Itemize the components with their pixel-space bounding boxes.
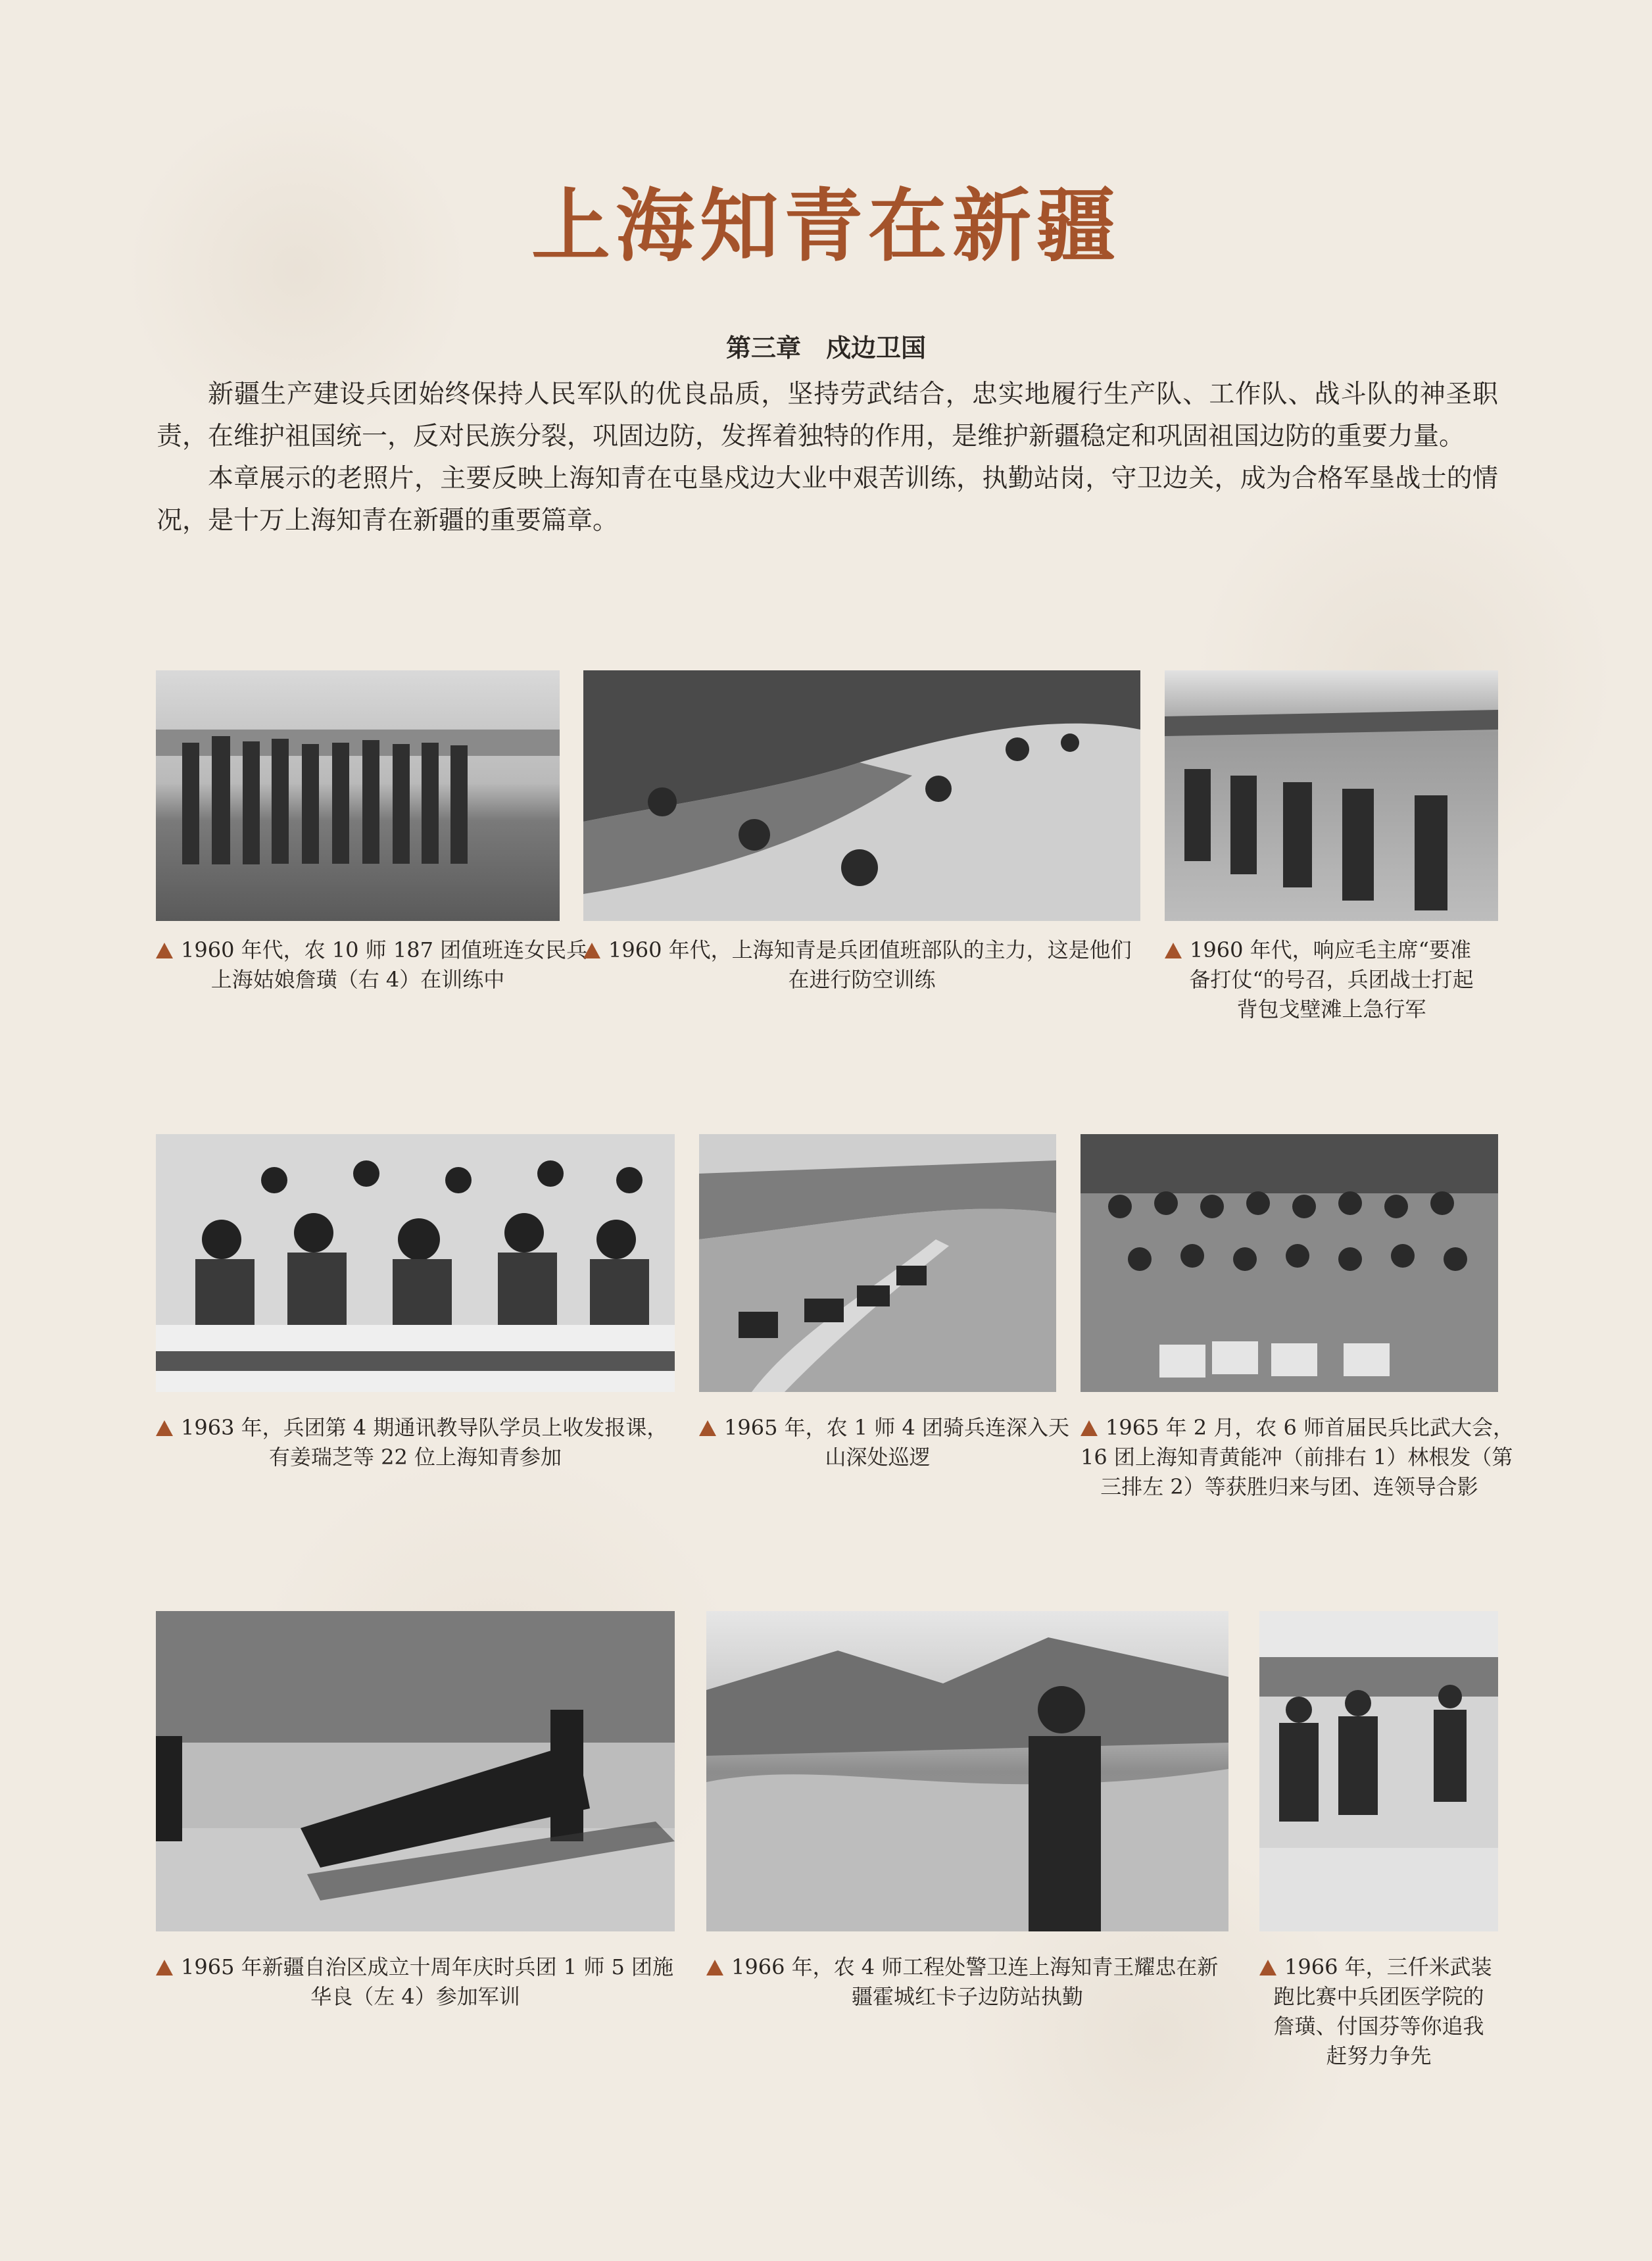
caption-marker-icon xyxy=(156,1420,173,1436)
caption-5: 1965 年，农 1 师 4 团骑兵连深入天 山深处巡逻 xyxy=(699,1413,1056,1472)
caption-marker-icon xyxy=(1081,1420,1098,1436)
caption-marker-icon xyxy=(156,943,173,958)
caption-4: 1963 年，兵团第 4 期通讯教导队学员上收发报课， 有姜瑞芝等 22 位上海知青参加 xyxy=(156,1413,675,1472)
photo-telegraph-class xyxy=(156,1134,675,1392)
photo-border-post-guard xyxy=(706,1611,1228,1931)
intro-paragraph-2: 本章展示的老照片，主要反映上海知青在屯垦戍边大业中艰苦训练，执勤站岗，守卫边关，成为合格军垦战士的情况，是十万上海知青在新疆的重要篇章。 xyxy=(157,464,1498,535)
caption-3: 1960 年代，响应毛主席“要准 备打仗“的号召，兵团战士打起 背包戈壁滩上急行军 xyxy=(1165,935,1498,1024)
caption-1: 1960 年代，农 10 师 187 团值班连女民兵 上海姑娘詹璜（右 4）在训练中 xyxy=(156,935,560,995)
photo-air-defense-training xyxy=(583,670,1140,921)
caption-9: 1966 年，三仟米武装 跑比赛中兵团医学院的 詹璜、付国芬等你追我 赶努力争先 xyxy=(1259,1952,1498,2071)
intro-paragraph-1: 新疆生产建设兵团始终保持人民军队的优良品质，坚持劳武结合，忠实地履行生产队、工作队、战斗队的神圣职责，在维护祖国统一，反对民族分裂，巩固边防，发挥着独特的作用，是维护新疆稳定和巩固祖国边防的重要力量。 xyxy=(157,380,1498,451)
caption-marker-icon xyxy=(1165,943,1182,958)
page-title: 上海知青在新疆 xyxy=(531,181,1121,272)
photo-cavalry-patrol xyxy=(699,1134,1056,1392)
caption-7: 1965 年新疆自治区成立十周年庆时兵团 1 师 5 团施 华良（左 4）参加军训 xyxy=(156,1952,675,2012)
intro-text xyxy=(157,374,1498,542)
caption-marker-icon xyxy=(156,1960,173,1975)
caption-marker-icon xyxy=(583,943,600,958)
caption-marker-icon xyxy=(699,1420,716,1436)
photo-women-militia-training xyxy=(156,670,560,921)
caption-marker-icon xyxy=(706,1960,723,1975)
caption-2: 1960 年代，上海知青是兵团值班部队的主力，这是他们 在进行防空训练 xyxy=(583,935,1140,995)
caption-marker-icon xyxy=(1259,1960,1276,1975)
caption-8: 1966 年，农 4 师工程处警卫连上海知青王耀忠在新 疆霍城红卡子边防站执勤 xyxy=(706,1952,1228,2012)
photo-gobi-forced-march xyxy=(1165,670,1498,921)
photo-armed-race xyxy=(1259,1611,1498,1931)
chapter-heading: 第三章 戍边卫国 xyxy=(725,334,926,362)
photo-military-drill xyxy=(156,1611,675,1931)
caption-6: 1965 年 2 月，农 6 师首届民兵比武大会， 16 团上海知青黄能冲（前排右 1）林根发（第 三排左 2）等获胜归来与团、连领导合影 xyxy=(1081,1415,1515,1499)
photo-militia-competition-group xyxy=(1081,1134,1498,1392)
